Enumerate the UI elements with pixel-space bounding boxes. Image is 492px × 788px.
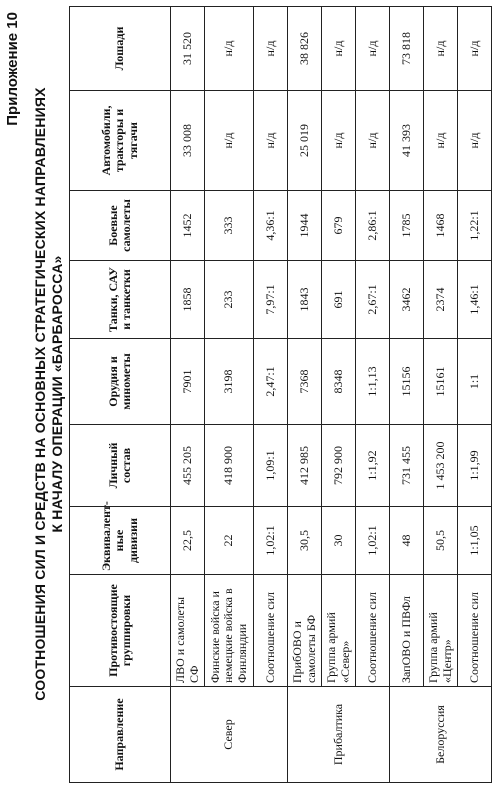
aircraft-cell: 1944 — [288, 191, 322, 261]
table-row — [254, 7, 288, 783]
aircraft-cell: 1468 — [424, 191, 458, 261]
tanks-cell: 233 — [205, 261, 254, 339]
tanks-cell: 2374 — [424, 261, 458, 339]
guns-cell: 1:1,13 — [356, 339, 390, 425]
divisions-cell: 1,02:1 — [254, 507, 288, 575]
header-aircraft: Боевые самолеты — [70, 191, 171, 261]
grouping-cell: Соотношение сил — [458, 575, 492, 687]
header-groupings: Противостоящие группировки — [70, 575, 171, 687]
guns-cell: 15156 — [390, 339, 424, 425]
vehicles-cell: 41 393 — [390, 91, 424, 191]
tanks-cell: 1843 — [288, 261, 322, 339]
grouping-cell: ПрибОВО и самолеты БФ — [288, 575, 322, 687]
table-row — [356, 7, 390, 783]
horses-cell: н/д — [458, 7, 492, 91]
horses-cell: н/д — [205, 7, 254, 91]
grouping-cell: Группа армий «Центр» — [424, 575, 458, 687]
horses-cell: 73 818 — [390, 7, 424, 91]
grouping-cell: Соотношение сил — [254, 575, 288, 687]
header-horses: Лошади — [70, 7, 171, 91]
grouping-cell: ЛВО и самолеты СФ — [171, 575, 205, 687]
divisions-cell: 22,5 — [171, 507, 205, 575]
personnel-cell: 1:1,99 — [458, 425, 492, 507]
header-row — [70, 7, 171, 783]
tanks-cell: 691 — [322, 261, 356, 339]
grouping-cell: Группа армий «Север» — [322, 575, 356, 687]
direction-cell: Север — [171, 687, 288, 783]
table-row — [458, 7, 492, 783]
table-row — [424, 7, 458, 783]
personnel-cell: 792 900 — [322, 425, 356, 507]
table-row — [390, 7, 424, 783]
guns-cell: 8348 — [322, 339, 356, 425]
personnel-cell: 1,09:1 — [254, 425, 288, 507]
horses-cell: н/д — [356, 7, 390, 91]
horses-cell: н/д — [424, 7, 458, 91]
grouping-cell: Финские войска и немецкие войска в Финляндии — [205, 575, 254, 687]
forces-ratio-table — [69, 6, 492, 783]
divisions-cell: 48 — [390, 507, 424, 575]
aircraft-cell: 1785 — [390, 191, 424, 261]
vehicles-cell: н/д — [424, 91, 458, 191]
divisions-cell: 22 — [205, 507, 254, 575]
horses-cell: 31 520 — [171, 7, 205, 91]
aircraft-cell: 4,36:1 — [254, 191, 288, 261]
aircraft-cell: 679 — [322, 191, 356, 261]
grouping-cell: Соотношение сил — [356, 575, 390, 687]
vehicles-cell: н/д — [356, 91, 390, 191]
header-direction: Направление — [70, 687, 171, 783]
divisions-cell: 30 — [322, 507, 356, 575]
personnel-cell: 455 205 — [171, 425, 205, 507]
tanks-cell: 7,97:1 — [254, 261, 288, 339]
vehicles-cell: 25 019 — [288, 91, 322, 191]
divisions-cell: 30,5 — [288, 507, 322, 575]
header-divisions: Эквивалент-ные дивизии — [70, 507, 171, 575]
table-title-line2: К НАЧАЛУ ОПЕРАЦИИ «БАРБАРОССА» — [49, 255, 65, 533]
horses-cell: н/д — [254, 7, 288, 91]
vehicles-cell: н/д — [322, 91, 356, 191]
vehicles-cell: н/д — [458, 91, 492, 191]
table-row — [171, 7, 205, 783]
aircraft-cell: 333 — [205, 191, 254, 261]
tanks-cell: 2,67:1 — [356, 261, 390, 339]
vehicles-cell: 33 008 — [171, 91, 205, 191]
divisions-cell: 1:1,05 — [458, 507, 492, 575]
personnel-cell: 1 453 200 — [424, 425, 458, 507]
personnel-cell: 1:1,92 — [356, 425, 390, 507]
horses-cell: н/д — [322, 7, 356, 91]
table-title-line1: СООТНОШЕНИЯ СИЛ И СРЕДСТВ НА ОСНОВНЫХ СТРАТЕГИЧЕСКИХ НАПРАВЛЕНИЯХ — [32, 87, 48, 701]
personnel-cell: 412 985 — [288, 425, 322, 507]
aircraft-cell: 2,86:1 — [356, 191, 390, 261]
header-personnel: Личный состав — [70, 425, 171, 507]
vehicles-cell: н/д — [254, 91, 288, 191]
table-row — [322, 7, 356, 783]
guns-cell: 2,47:1 — [254, 339, 288, 425]
guns-cell: 3198 — [205, 339, 254, 425]
guns-cell: 7368 — [288, 339, 322, 425]
header-tanks: Танки, САУ и танкетки — [70, 261, 171, 339]
tanks-cell: 1,46:1 — [458, 261, 492, 339]
appendix-label: Приложение 10 — [4, 12, 21, 126]
grouping-cell: ЗапОВО и ПВФл — [390, 575, 424, 687]
horses-cell: 38 826 — [288, 7, 322, 91]
tanks-cell: 3462 — [390, 261, 424, 339]
vehicles-cell: н/д — [205, 91, 254, 191]
aircraft-cell: 1,22:1 — [458, 191, 492, 261]
table-row — [205, 7, 254, 783]
divisions-cell: 50,5 — [424, 507, 458, 575]
guns-cell: 1:1 — [458, 339, 492, 425]
header-guns: Орудия и минометы — [70, 339, 171, 425]
guns-cell: 15161 — [424, 339, 458, 425]
tanks-cell: 1858 — [171, 261, 205, 339]
aircraft-cell: 1452 — [171, 191, 205, 261]
guns-cell: 7901 — [171, 339, 205, 425]
direction-cell: Белоруссия — [390, 687, 492, 783]
personnel-cell: 418 900 — [205, 425, 254, 507]
direction-cell: Прибалтика — [288, 687, 390, 783]
header-vehicles: Автомобили, тракторы и тягачи — [70, 91, 171, 191]
personnel-cell: 731 455 — [390, 425, 424, 507]
table-row — [288, 7, 322, 783]
divisions-cell: 1,02:1 — [356, 507, 390, 575]
